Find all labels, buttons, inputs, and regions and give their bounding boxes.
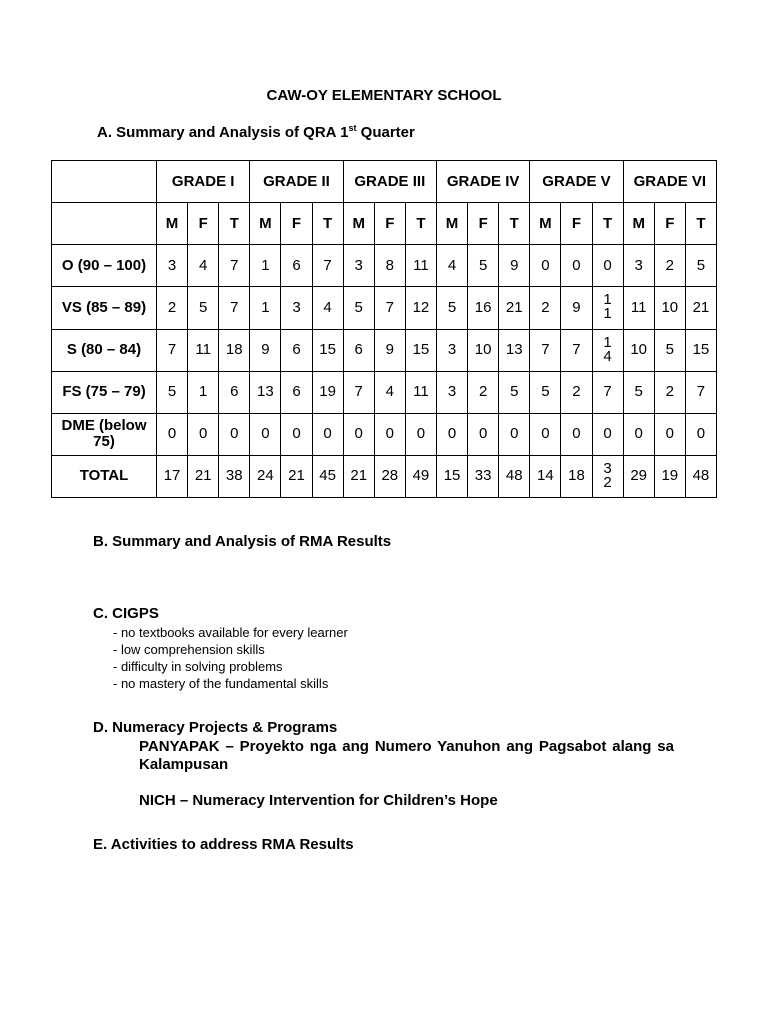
data-cell [219, 245, 250, 287]
cell-value: 2 [665, 256, 674, 274]
cell-value: 6 [292, 383, 301, 401]
data-cell [530, 455, 561, 497]
table-row [52, 329, 717, 371]
cell-value: 7 [167, 341, 177, 359]
table-row [52, 287, 717, 329]
data-cell [188, 371, 219, 413]
cell-value: 6 [354, 341, 363, 359]
data-cell [685, 455, 716, 497]
cell-value: 6 [230, 383, 239, 401]
data-cell [436, 371, 467, 413]
cell-value: 1 [198, 383, 208, 401]
section-c-heading: C. CIGPS [93, 605, 159, 622]
section-a-suffix: Quarter [356, 124, 415, 141]
qra-table-body [52, 161, 717, 498]
cell-value: 3 [447, 383, 457, 401]
cell-value: 10 [661, 298, 679, 316]
cell-value: 2 [572, 383, 581, 401]
cell-value: 0 [541, 256, 550, 274]
data-cell [405, 287, 436, 329]
data-cell [281, 329, 312, 371]
table-row [52, 455, 717, 497]
cell-value: 21 [350, 467, 368, 485]
data-cell [530, 371, 561, 413]
data-cell [530, 245, 561, 287]
data-cell [436, 329, 467, 371]
cell-value: 5 [198, 298, 208, 316]
cell-value: 6 [292, 256, 301, 274]
data-cell [592, 371, 623, 413]
data-cell [374, 371, 405, 413]
cell-value: 8 [385, 256, 394, 274]
data-cell [530, 329, 561, 371]
data-cell [343, 413, 374, 455]
mft-header-row [52, 203, 717, 245]
data-cell [374, 245, 405, 287]
cell-value: 7 [696, 383, 706, 401]
data-cell [374, 287, 405, 329]
data-cell [561, 329, 592, 371]
cell-value: 5 [696, 256, 706, 274]
section-b-heading: B. Summary and Analysis of RMA Results [93, 533, 392, 550]
cell-value: 2 [167, 298, 177, 316]
data-cell [343, 245, 374, 287]
table-row [52, 371, 717, 413]
data-cell [592, 455, 623, 497]
data-cell [468, 245, 499, 287]
cell-value: 1 [261, 256, 270, 274]
row-label: DME (below 75) [52, 413, 157, 455]
data-cell [188, 245, 219, 287]
data-cell [343, 371, 374, 413]
nich-program: NICH – Numeracy Intervention for Children’s Hope [139, 792, 498, 809]
data-cell [654, 245, 685, 287]
cell-value: 2 [541, 298, 550, 316]
cell-value: 6 [292, 341, 301, 359]
subheader-cell: T [592, 203, 623, 245]
data-cell [499, 329, 530, 371]
data-cell [219, 455, 250, 497]
row-label: TOTAL [52, 455, 157, 497]
cell-value: 19 [319, 383, 336, 401]
data-cell [250, 245, 281, 287]
data-cell [499, 245, 530, 287]
grade-header: GRADE VI [623, 161, 716, 203]
data-cell [685, 413, 716, 455]
data-cell [250, 287, 281, 329]
cell-value: 21 [505, 298, 523, 316]
data-cell [250, 413, 281, 455]
data-cell [623, 245, 654, 287]
data-cell [188, 455, 219, 497]
data-cell [592, 287, 623, 329]
data-cell [405, 329, 436, 371]
data-cell [468, 455, 499, 497]
data-cell [561, 371, 592, 413]
data-cell [623, 287, 654, 329]
data-cell [468, 413, 499, 455]
school-title: CAW-OY ELEMENTARY SCHOOL [266, 87, 502, 104]
data-cell [499, 287, 530, 329]
subheader-cell: M [623, 203, 654, 245]
data-cell [312, 413, 343, 455]
grade-header: GRADE II [250, 161, 343, 203]
data-cell [654, 455, 685, 497]
cell-value: 21 [288, 467, 305, 485]
data-cell [561, 287, 592, 329]
data-cell [530, 413, 561, 455]
data-cell [157, 287, 188, 329]
subheader-cell: F [188, 203, 219, 245]
cell-value: 0 [292, 425, 301, 443]
data-cell [623, 413, 654, 455]
data-cell [374, 329, 405, 371]
section-a-prefix: A. Summary and Analysis of QRA 1 [97, 124, 349, 141]
section-a-heading [97, 123, 415, 141]
cell-value: 3 [634, 256, 643, 274]
row-label: VS (85 – 89) [52, 287, 157, 329]
cell-value: 5 [354, 298, 363, 316]
data-cell [312, 245, 343, 287]
cell-value: 7 [323, 256, 332, 274]
data-cell [623, 455, 654, 497]
cell-value: 15 [443, 467, 461, 485]
cell-value: 18 [568, 467, 585, 485]
list-item: - no textbooks available for every learner [113, 625, 348, 640]
grade-header-row [52, 161, 717, 203]
data-cell [561, 245, 592, 287]
data-cell [499, 413, 530, 455]
table-row [52, 413, 717, 455]
cell-value: 0 [603, 256, 612, 274]
data-cell [561, 413, 592, 455]
cell-value: 0 [665, 425, 674, 443]
blank-label-cell [52, 203, 157, 245]
cell-value: 0 [510, 425, 519, 443]
cell-value: 0 [230, 425, 239, 443]
cell-value: 19 [661, 467, 679, 485]
data-cell [592, 329, 623, 371]
cell-value: 0 [696, 425, 706, 443]
cell-value: 7 [354, 383, 363, 401]
data-cell [281, 245, 312, 287]
cell-value: 7 [230, 298, 239, 316]
panyapak-paragraph [93, 738, 674, 774]
data-cell [468, 329, 499, 371]
data-cell [312, 371, 343, 413]
table-row [52, 245, 717, 287]
cell-value: 12 [412, 298, 430, 316]
data-cell [157, 329, 188, 371]
cell-value: 7 [572, 341, 581, 359]
row-label: O (90 – 100) [52, 245, 157, 287]
data-cell [592, 413, 623, 455]
cell-value: 0 [603, 425, 612, 443]
data-cell [188, 287, 219, 329]
cell-value: 11 [413, 383, 429, 401]
cell-value: 15 [412, 341, 430, 359]
cell-value: 33 [474, 467, 492, 485]
subheader-cell: M [530, 203, 561, 245]
row-label: FS (75 – 79) [52, 371, 157, 413]
data-cell [561, 455, 592, 497]
cell-value: 9 [572, 298, 581, 316]
cell-value: 17 [163, 467, 181, 485]
cell-value: 7 [603, 383, 612, 401]
cell-value: 10 [630, 341, 648, 359]
data-cell [188, 413, 219, 455]
cell-value: 7 [385, 298, 394, 316]
cell-value: 29 [630, 467, 648, 485]
data-cell [219, 371, 250, 413]
cell-value: 11 [195, 341, 211, 359]
data-cell [188, 329, 219, 371]
cell-value: 3 [447, 341, 457, 359]
data-cell [499, 371, 530, 413]
cell-value: 0 [634, 425, 643, 443]
cell-value: 4 [447, 256, 457, 274]
section-d-heading: D. Numeracy Projects & Programs [93, 719, 338, 736]
cell-value: 5 [447, 298, 457, 316]
subheader-cell: M [250, 203, 281, 245]
cell-value: 0 [478, 425, 488, 443]
data-cell [281, 455, 312, 497]
list-item: - low comprehension skills [113, 642, 265, 657]
data-cell [312, 329, 343, 371]
cell-value: 14 [603, 333, 612, 365]
data-cell [654, 329, 685, 371]
cell-value: 0 [541, 425, 550, 443]
data-cell [685, 329, 716, 371]
cell-value: 7 [541, 341, 550, 359]
data-cell [623, 329, 654, 371]
data-cell [343, 329, 374, 371]
data-cell [436, 287, 467, 329]
cell-value: 10 [474, 341, 492, 359]
cell-value: 0 [261, 425, 270, 443]
cell-value: 38 [225, 467, 243, 485]
cell-value: 5 [665, 341, 674, 359]
data-cell [157, 455, 188, 497]
list-item: - difficulty in solving problems [113, 659, 283, 674]
data-cell [468, 287, 499, 329]
cell-value: 9 [510, 256, 519, 274]
data-cell [530, 287, 561, 329]
cell-value: 5 [634, 383, 643, 401]
cell-value: 16 [474, 298, 492, 316]
cell-value: 7 [230, 256, 239, 274]
cell-value: 11 [603, 291, 612, 323]
subheader-cell: T [499, 203, 530, 245]
data-cell [654, 413, 685, 455]
cell-value: 28 [381, 467, 399, 485]
section-a-superscript: st [348, 123, 357, 133]
cell-value: 0 [572, 425, 581, 443]
cell-value: 11 [630, 298, 647, 316]
subheader-cell: F [654, 203, 685, 245]
data-cell [281, 371, 312, 413]
subheader-cell: M [343, 203, 374, 245]
cell-value: 14 [537, 467, 554, 485]
cell-value: 0 [447, 425, 457, 443]
data-cell [592, 245, 623, 287]
cell-value: 13 [505, 341, 523, 359]
grade-header: GRADE III [343, 161, 436, 203]
subheader-cell: T [405, 203, 436, 245]
cell-value: 13 [257, 383, 274, 401]
data-cell [219, 413, 250, 455]
subheader-cell: T [312, 203, 343, 245]
list-item: - no mastery of the fundamental skills [113, 676, 329, 691]
data-cell [654, 287, 685, 329]
subheader-cell: T [219, 203, 250, 245]
section-e-heading: E. Activities to address RMA Results [93, 836, 354, 853]
cell-value: 48 [505, 467, 523, 485]
data-cell [685, 371, 716, 413]
data-cell [405, 371, 436, 413]
cell-value: 32 [603, 459, 612, 491]
data-cell [157, 245, 188, 287]
cell-value: 2 [665, 383, 674, 401]
data-cell [374, 455, 405, 497]
subheader-cell: M [157, 203, 188, 245]
cigps-list [113, 624, 348, 692]
data-cell [281, 413, 312, 455]
data-cell [654, 371, 685, 413]
cell-value: 1 [261, 298, 270, 316]
data-cell [499, 455, 530, 497]
corner-cell [52, 161, 157, 203]
data-cell [685, 245, 716, 287]
cell-value: 24 [257, 467, 274, 485]
data-cell [157, 413, 188, 455]
cell-value: 0 [416, 425, 426, 443]
subheader-cell: F [561, 203, 592, 245]
data-cell [343, 455, 374, 497]
data-cell [436, 413, 467, 455]
cell-value: 3 [354, 256, 363, 274]
cell-value: 0 [198, 425, 208, 443]
data-cell [436, 455, 467, 497]
data-cell [157, 371, 188, 413]
data-cell [250, 329, 281, 371]
data-cell [281, 287, 312, 329]
cell-value: 5 [478, 256, 488, 274]
cell-value: 21 [692, 298, 710, 316]
cell-value: 49 [412, 467, 430, 485]
grade-header: GRADE I [157, 161, 250, 203]
cell-value: 4 [385, 383, 394, 401]
data-cell [405, 455, 436, 497]
cell-value: 21 [194, 467, 212, 485]
data-cell [374, 413, 405, 455]
cell-value: 0 [323, 425, 332, 443]
cell-value: 0 [572, 256, 581, 274]
data-cell [219, 329, 250, 371]
data-cell [312, 287, 343, 329]
qra-summary-table [51, 160, 717, 498]
cell-value: 5 [167, 383, 177, 401]
grade-header: GRADE IV [436, 161, 529, 203]
cell-value: 3 [167, 256, 177, 274]
row-label: S (80 – 84) [52, 329, 157, 371]
cell-value: 18 [225, 341, 243, 359]
data-cell [405, 413, 436, 455]
subheader-cell: T [685, 203, 716, 245]
cell-value: 11 [413, 256, 429, 274]
panyapak-text: PANYAPAK – Proyekto nga ang Numero Yanuhon ang Pagsabot alang sa Kalampusan [139, 738, 674, 773]
cell-value: 3 [292, 298, 301, 316]
cell-value: 5 [510, 383, 519, 401]
data-cell [312, 455, 343, 497]
data-cell [436, 245, 467, 287]
grade-header: GRADE V [530, 161, 623, 203]
subheader-cell: M [436, 203, 467, 245]
data-cell [250, 371, 281, 413]
data-cell [250, 455, 281, 497]
cell-value: 48 [692, 467, 710, 485]
data-cell [405, 245, 436, 287]
subheader-cell: F [374, 203, 405, 245]
data-cell [623, 371, 654, 413]
cell-value: 4 [198, 256, 208, 274]
cell-value: 2 [478, 383, 488, 401]
cell-value: 15 [319, 341, 336, 359]
cell-value: 4 [323, 298, 332, 316]
data-cell [468, 371, 499, 413]
subheader-cell: F [281, 203, 312, 245]
data-cell [343, 287, 374, 329]
cell-value: 5 [541, 383, 550, 401]
data-cell [219, 287, 250, 329]
cell-value: 15 [692, 341, 710, 359]
cell-value: 9 [261, 341, 270, 359]
cell-value: 9 [385, 341, 394, 359]
cell-value: 0 [167, 425, 177, 443]
cell-value: 0 [385, 425, 394, 443]
cell-value: 0 [354, 425, 363, 443]
cell-value: 45 [319, 467, 336, 485]
data-cell [685, 287, 716, 329]
subheader-cell: F [468, 203, 499, 245]
